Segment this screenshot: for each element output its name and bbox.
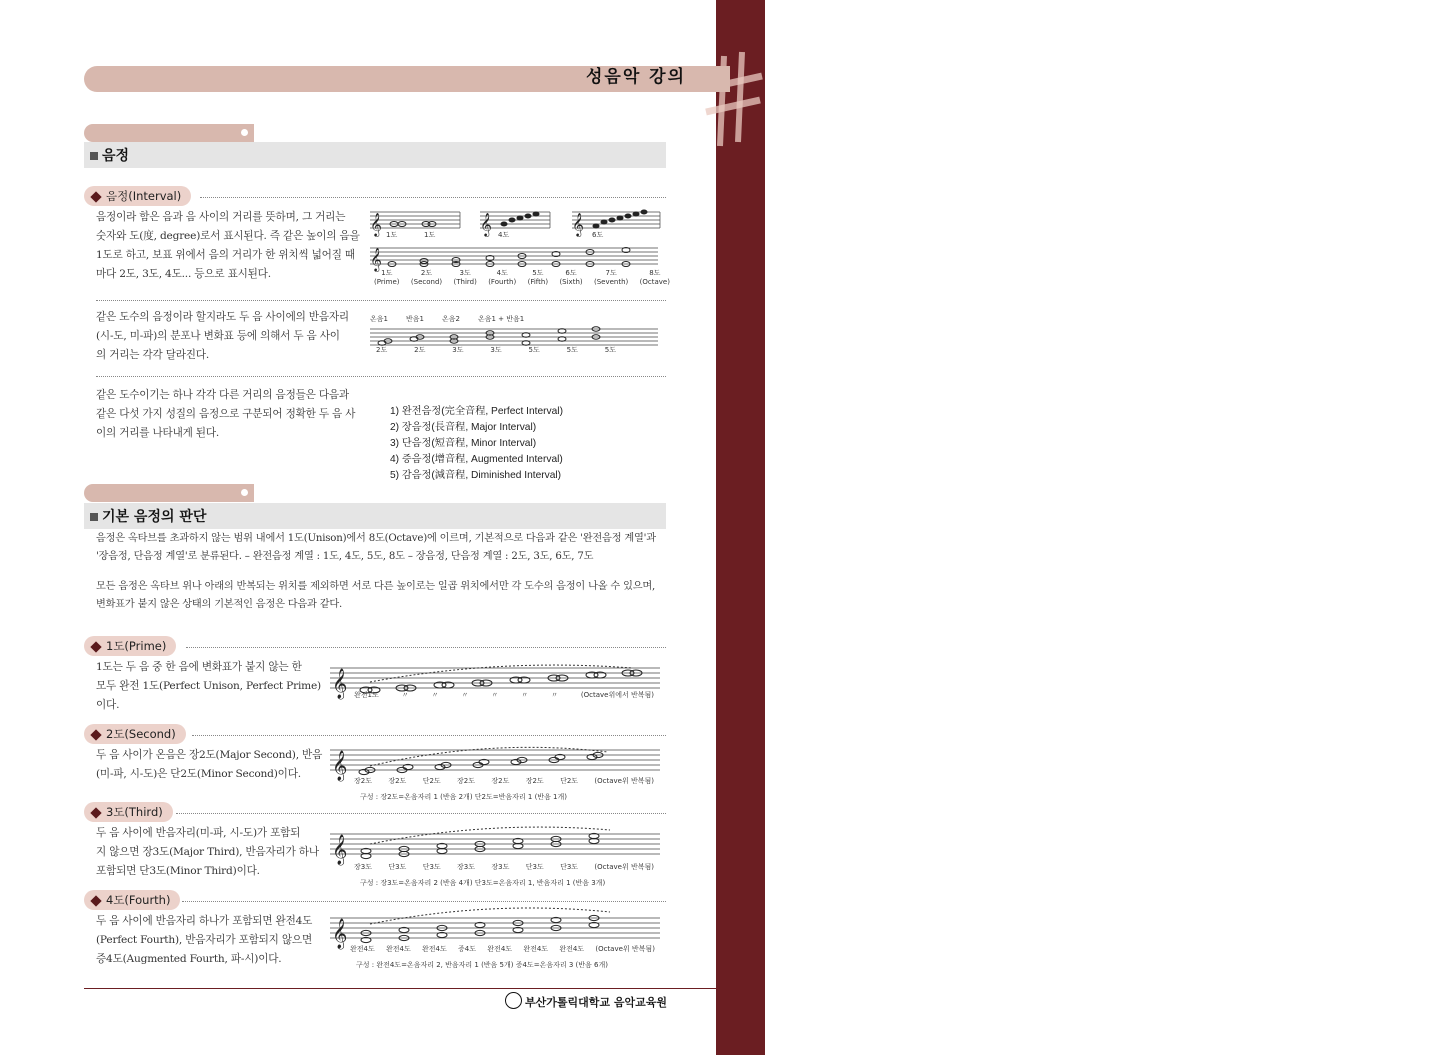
right-sidebar [716, 0, 1451, 1055]
section-header-basic [84, 503, 666, 529]
subheading-third: 3도(Third) [84, 802, 173, 822]
svg-text:𝄞: 𝄞 [480, 212, 492, 236]
list-item: 4) 증음정(增音程, Augmented Interval) [390, 454, 563, 465]
svg-text:𝄞: 𝄞 [332, 669, 348, 699]
svg-text:𝄞: 𝄞 [332, 835, 348, 865]
staff-degree-examples [370, 206, 670, 238]
staff-fourth [330, 914, 660, 949]
interval-type-list [390, 404, 563, 484]
svg-text:𝄞: 𝄞 [370, 247, 382, 271]
second-paragraph: 두 음 사이가 온음은 장2도(Major Second), 반음 (미-파, 시-도)은 단2도(Minor Second)이다. [96, 749, 323, 780]
fourth-paragraph: 두 음 사이에 반음자리 하나가 포함되면 완전4도 (Perfect Fourth), 반음자리가 포함되지 않으면 증4도(Augmented Fourth, 파-시)이다. [96, 915, 313, 965]
section-title: 음정 [102, 148, 130, 164]
list-item: 3) 단음정(短音程, Minor Interval) [390, 438, 537, 449]
subheading-fourth: 4도(Fourth) [84, 890, 180, 910]
basic-paragraph-2: 모든 음정은 옥타브 위나 아래의 반복되는 위치를 제외하면 서로 다른 높이로는 일곱 위치에서만 각 도수의 음정이 나올 수 있으며, 변화표가 붙지 않은 상태의 기본적인 음정은 다음과 같다. [96, 581, 656, 610]
prime-paragraph: 1도는 두 음 중 한 음에 변화표가 붙지 않는 한 모두 완전 1도(Perfect Unison, Perfect Prime) 이다. [96, 661, 321, 711]
section-tab [84, 484, 254, 502]
list-item: 2) 장음정(長音程, Major Interval) [390, 422, 537, 433]
list-item: 1) 완전음정(完全音程, Perfect Interval) [390, 406, 563, 417]
university-logo-icon [505, 992, 522, 1009]
third-composition: 구성 : 장3도=온음자리 2 (반음 4개) 단3도=온음자리 1, 반음자리 1 (반음 3개) [360, 879, 606, 887]
svg-text:𝄞: 𝄞 [332, 751, 348, 781]
sharp-emblem-icon [702, 46, 766, 156]
staff-third [330, 830, 660, 865]
section-tab [84, 124, 254, 142]
section-header-interval [84, 142, 666, 168]
staff-semitone-distribution [370, 326, 660, 346]
staff-interval-names [370, 244, 660, 271]
interval-paragraph-3: 같은 도수이기는 하나 각각 다른 거리의 음정들은 다음과 같은 다섯 가지 성질의 음정으로 구분되어 정확한 두 음 사 이의 거리를 나타내게 된다. [96, 389, 356, 439]
page-number: 5 [1441, 990, 1451, 1008]
subheading-prime: 1도(Prime) [84, 636, 176, 656]
footer-institution: 부산가톨릭대학교 음악교육원 [525, 996, 667, 1009]
second-composition: 구성 : 장2도=온음자리 1 (반음 2개) 단2도=반음자리 1 (반음 1개) [360, 793, 567, 801]
svg-text:𝄞: 𝄞 [370, 212, 382, 236]
svg-text:𝄞: 𝄞 [332, 919, 348, 949]
third-paragraph: 두 음 사이에 반음자리(미-파, 시-도)가 포함되 지 않으면 장3도(Major Third), 반음자리가 하나 포함되면 단3도(Minor Third)이다. [96, 827, 319, 877]
fourth-composition: 구성 : 완전4도=온음자리 2, 반음자리 1 (반음 5개) 증4도=온음자리 3 (반음 6개) [356, 961, 608, 969]
interval-paragraph-1: 음정이라 함은 음과 음 사이의 거리를 뜻하며, 그 거리는 숫자와 도(度, degree)로서 표시된다. 즉 같은 높이의 음을 1도로 하고, 보표 위에서 음의 거리가 한 위치씩 넓어질 때 마다 2도, 3도, 4도... 등으로 표시된다. [96, 211, 360, 280]
list-item: 5) 감음정(減音程, Diminished Interval) [390, 470, 562, 481]
subheading-interval: 음정(Interval) [84, 186, 191, 206]
basic-paragraph-1: 음정은 옥타브를 초과하지 않는 범위 내에서 1도(Unison)에서 8도(Octave)에 이르며, 기본적으로 다음과 같은 '완전음정 계열'과 '장음정, 단음정 계열'로 분류된다. – 완전음정 계열 : 1도, 4도, 5도, 8도 – 장음정, 단음정 계열 : 2도, 3도, 6도, 7도 [96, 533, 656, 562]
lecture-title: 성음악 강의 [586, 67, 687, 87]
staff-second [330, 746, 660, 781]
interval-paragraph-2: 같은 도수의 음정이라 할지라도 두 음 사이에의 반음자리 (시-도, 미-파)의 분포나 변화표 등에 의해서 두 음 사이 의 거리는 각각 달라진다. [96, 311, 349, 361]
section-title: 기본 음정의 판단 [102, 509, 207, 525]
subheading-second: 2도(Second) [84, 724, 186, 744]
svg-text:𝄞: 𝄞 [572, 212, 584, 236]
